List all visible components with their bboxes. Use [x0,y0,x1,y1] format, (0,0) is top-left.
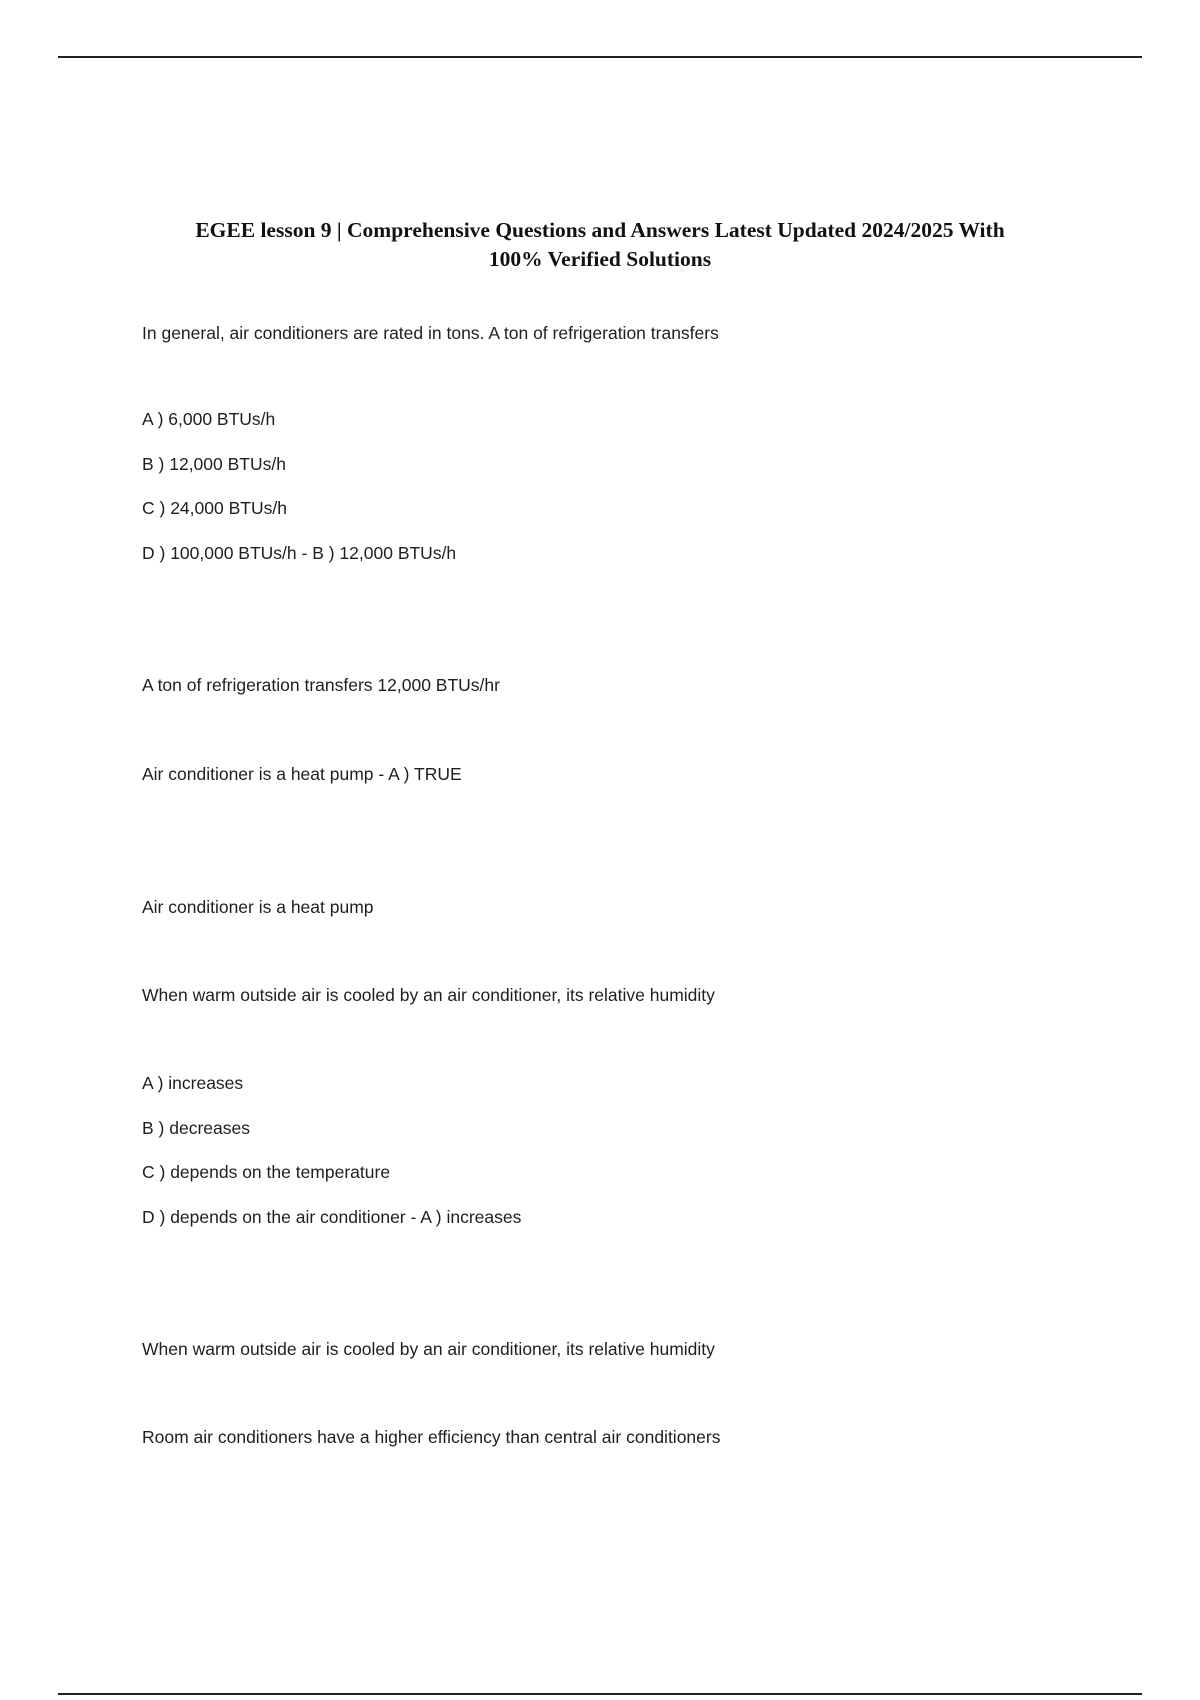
question-1-option-b: B ) 12,000 BTUs/h [142,454,286,474]
title-line-2: 100% Verified Solutions [488,247,712,271]
statement-ton-refrigeration: A ton of refrigeration transfers 12,000 BTUs/hr [142,675,500,695]
question-1-option-d-answer: D ) 100,000 BTUs/h - B ) 12,000 BTUs/h [142,543,457,563]
statement-relative-humidity: When warm outside air is cooled by an air conditioner, its relative humidity [142,1339,715,1359]
question-3-option-d-answer: D ) depends on the air conditioner - A ) increases [142,1207,522,1227]
question-1-option-a: A ) 6,000 BTUs/h [142,409,276,429]
question-1-option-c: C ) 24,000 BTUs/h [142,498,287,518]
question-2-answer: Air conditioner is a heat pump - A ) TRUE [142,764,462,784]
statement-heat-pump: Air conditioner is a heat pump [142,897,374,917]
question-3-option-b: B ) decreases [142,1118,250,1138]
title-line-1: EGEE lesson 9 | Comprehensive Questions and Answers Latest Updated 2024/2025 With [195,218,1005,242]
document-title [100,216,1100,274]
question-4-text: Room air conditioners have a higher efficiency than central air conditioners [142,1427,721,1447]
bottom-rule [58,1693,1142,1695]
question-1-text: In general, air conditioners are rated in tons. A ton of refrigeration transfers [142,323,719,343]
question-3-text: When warm outside air is cooled by an air conditioner, its relative humidity [142,985,715,1005]
top-rule [58,56,1142,58]
question-3-option-c: C ) depends on the temperature [142,1162,391,1182]
question-3-option-a: A ) increases [142,1073,244,1093]
